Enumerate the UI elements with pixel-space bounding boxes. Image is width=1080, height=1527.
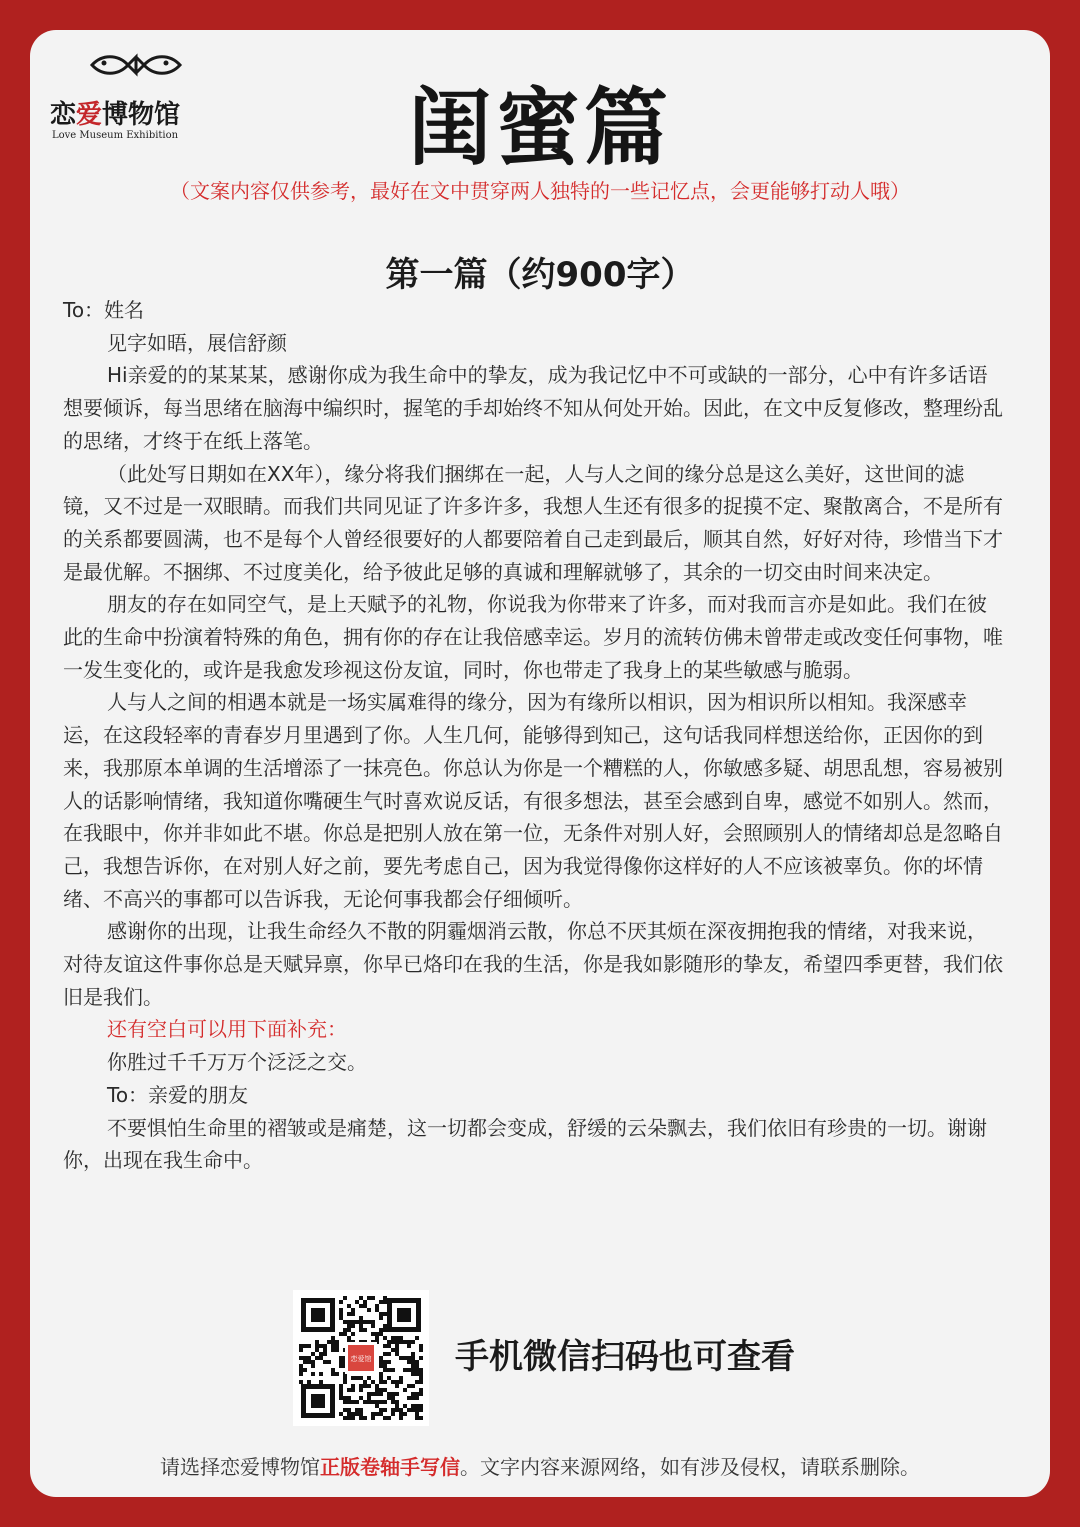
fish-logo-icon <box>88 50 184 80</box>
letter-to-line: To：姓名 <box>63 298 145 322</box>
letter-paragraph: 朋友的存在如同空气，是上天赋予的礼物，你说我为你带来了许多，而对我而言亦是如此。我们在彼此的生命中扮演着特殊的角色，拥有你的存在让我倍感幸运。岁月的流转仿佛未曾带走或改变任何事物，唯一发生变化的，或许是我愈发珍视这份友谊，同时，你也带走了我身上的某些敏感与脆弱。 <box>63 592 1003 682</box>
qr-code-icon <box>293 1290 429 1426</box>
letter-paragraph: 感谢你的出现，让我生命经久不散的阴霾烟消云散，你总不厌其烦在深夜拥抱我的情绪，对我来说，对待友谊这件事你总是天赋异禀，你早已烙印在我的生活，你是我如影随形的挚友，希望四季更替，我们依旧是我们。 <box>63 919 1003 1009</box>
wechat-qr-code[interactable] <box>293 1290 429 1426</box>
letter-greeting: 见字如晤，展信舒颜 <box>107 330 287 355</box>
qr-center-label: 恋爱馆 <box>350 1355 372 1363</box>
page-title: 闺蜜篇 <box>407 78 672 177</box>
letter-paragraph: Hi亲爱的的某某某，感谢你成为我生命中的挚友，成为我记忆中不可或缺的一部分，心中有许多话语想要倾诉，每当思绪在脑海中编织时，握笔的手却始终不知从何处开始。因此，在文中反复修改，整理纷乱的思绪，才终于在纸上落笔。 <box>63 363 1003 453</box>
brand-name-en: Love Museum Exhibition <box>52 130 179 141</box>
footer-highlight[interactable]: 正版卷轴手写信 <box>320 1455 460 1479</box>
footer-disclaimer: 请选择恋爱博物馆正版卷轴手写信。文字内容来源网络，如有涉及侵权，请联系删除。 <box>160 1455 920 1479</box>
brand-name-cn: 恋爱博物馆 <box>50 100 181 130</box>
letter-paragraph: 人与人之间的相遇本就是一场实属难得的缘分，因为有缘所以相识，因为相识所以相知。我深感幸运，在这段轻率的青春岁月里遇到了你。人生几何，能够得到知己，这句话我同样想送给你，正因你的到来，我那原本单调的生活增添了一抹亮色。你总认为你是一个糟糕的人，你敏感多疑、胡思乱想，容易被别人的话影响情绪，我知道你嘴硬生气时喜欢说反话，有很多想法，甚至会感到自卑，感觉不如别人。然而，在我眼中，你并非如此不堪。你总是把别人放在第一位，无条件对别人好，会照顾别人的情绪却总是忽略自己，我想告诉你，在对别人好之前，要先考虑自己，因为我觉得像你这样好的人不应该被辜负。你的坏情绪、不高兴的事都可以告诉我，无论何事我都会仔细倾听。 <box>63 690 1003 911</box>
supplement-line: To：亲爱的朋友 <box>107 1082 249 1107</box>
section-title: 第一篇（约900字） <box>385 255 695 295</box>
supplement-line: 你胜过千千万万个泛泛之交。 <box>107 1050 367 1075</box>
supplement-line: 不要惧怕生命里的褶皱或是痛楚，这一切都会变成，舒缓的云朵飘去，我们依旧有珍贵的一切。谢谢你，出现在我生命中。 <box>63 1115 987 1173</box>
supplement-label: 还有空白可以用下面补充： <box>107 1017 347 1042</box>
letter-body <box>63 294 1003 1177</box>
qr-caption: 手机微信扫码也可查看 <box>455 1337 795 1377</box>
reference-note: （文案内容仅供参考，最好在文中贯穿两人独特的一些记忆点，会更能够打动人哦） <box>170 179 910 203</box>
letter-card <box>30 30 1050 1497</box>
letter-paragraph: （此处写日期如在XX年），缘分将我们捆绑在一起，人与人之间的缘分总是这么美好，这世间的滤镜，又不过是一双眼睛。而我们共同见证了许多许多，我想人生还有很多的捉摸不定、聚散离合，不是所有的关系都要圆满，也不是每个人曾经很要好的人都要陪着自己走到最后，顺其自然，好好对待，珍惜当下才是最优解。不捆绑、不过度美化，给予彼此足够的真诚和理解就够了，其余的一切交由时间来决定。 <box>63 461 1003 584</box>
